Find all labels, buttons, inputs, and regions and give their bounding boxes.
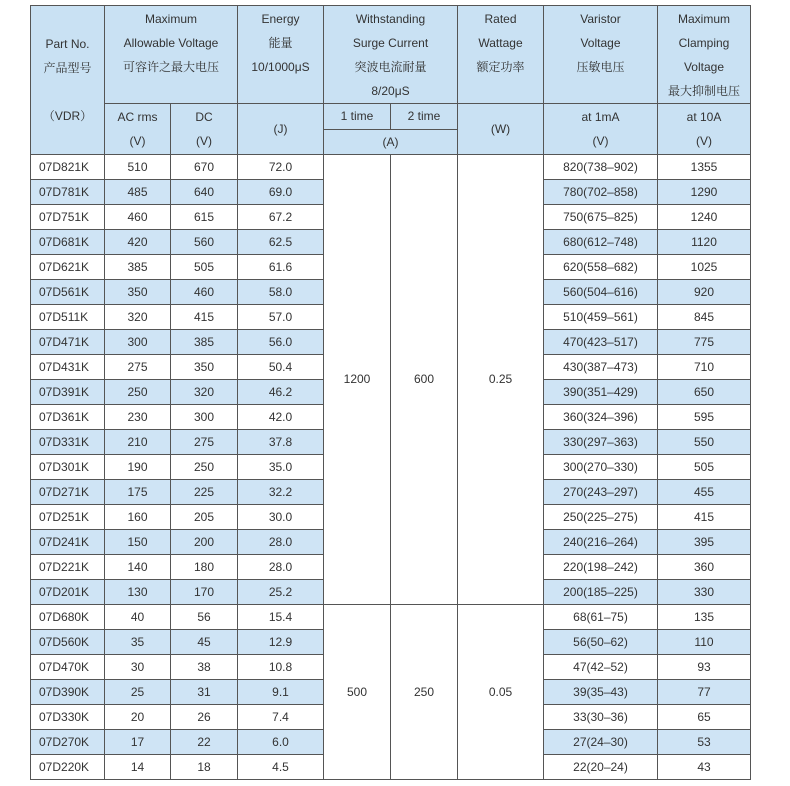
table-row <box>31 154 751 179</box>
dc-cell: 385 <box>171 329 238 354</box>
dc-cell: 56 <box>171 604 238 629</box>
energy-cell: 32.2 <box>238 479 324 504</box>
energy-cell: 9.1 <box>238 679 324 704</box>
ac-rms-cell: 17 <box>105 729 171 754</box>
ac-rms-cell: 485 <box>105 179 171 204</box>
varistor-voltage-header: Varistor Voltage 压敏电压 <box>544 6 658 104</box>
varistor-voltage-cell: 56(50–62) <box>544 629 658 654</box>
varistor-voltage-cell: 33(30–36) <box>544 704 658 729</box>
clamping-voltage-cell: 920 <box>658 279 751 304</box>
energy-cell: 12.9 <box>238 629 324 654</box>
ac-rms-cell: 190 <box>105 454 171 479</box>
part-number-cell: 07D220K <box>31 754 105 779</box>
varistor-voltage-cell: 22(20–24) <box>544 754 658 779</box>
clamping-voltage-cell: 505 <box>658 454 751 479</box>
dc-cell: 320 <box>171 379 238 404</box>
clamping-voltage-cell: 415 <box>658 504 751 529</box>
ac-rms-cell: 460 <box>105 204 171 229</box>
varistor-voltage-cell: 390(351–429) <box>544 379 658 404</box>
part-number-cell: 07D821K <box>31 154 105 179</box>
clamping-voltage-cell: 775 <box>658 329 751 354</box>
dc-cell: 45 <box>171 629 238 654</box>
clamping-voltage-cell: 455 <box>658 479 751 504</box>
energy-cell: 25.2 <box>238 579 324 604</box>
energy-cell: 30.0 <box>238 504 324 529</box>
dc-cell: 460 <box>171 279 238 304</box>
varistor-subheader: at 1mA (V) <box>544 104 658 155</box>
dc-cell: 250 <box>171 454 238 479</box>
table-header <box>31 6 751 155</box>
table-body <box>31 154 751 779</box>
energy-cell: 72.0 <box>238 154 324 179</box>
ac-rms-cell: 130 <box>105 579 171 604</box>
varistor-voltage-cell: 360(324–396) <box>544 404 658 429</box>
varistor-voltage-cell: 470(423–517) <box>544 329 658 354</box>
varistor-voltage-cell: 300(270–330) <box>544 454 658 479</box>
energy-cell: 46.2 <box>238 379 324 404</box>
clamping-voltage-cell: 360 <box>658 554 751 579</box>
varistor-voltage-cell: 430(387–473) <box>544 354 658 379</box>
two-time-header: 2 time <box>391 104 458 129</box>
part-number-cell: 07D391K <box>31 379 105 404</box>
varistor-voltage-cell: 68(61–75) <box>544 604 658 629</box>
part-number-cell: 07D561K <box>31 279 105 304</box>
ac-rms-cell: 35 <box>105 629 171 654</box>
clamping-voltage-cell: 650 <box>658 379 751 404</box>
ac-rms-cell: 385 <box>105 254 171 279</box>
energy-unit: (J) <box>238 104 324 155</box>
energy-cell: 6.0 <box>238 729 324 754</box>
energy-cell: 28.0 <box>238 529 324 554</box>
one-time-header: 1 time <box>324 104 391 129</box>
energy-cell: 62.5 <box>238 229 324 254</box>
surge-two-time-cell: 600 <box>391 154 458 604</box>
clamping-voltage-cell: 1290 <box>658 179 751 204</box>
ac-rms-cell: 250 <box>105 379 171 404</box>
varistor-voltage-cell: 330(297–363) <box>544 429 658 454</box>
part-number-cell: 07D781K <box>31 179 105 204</box>
dc-cell: 18 <box>171 754 238 779</box>
ac-rms-cell: 320 <box>105 304 171 329</box>
part-number-cell: 07D201K <box>31 579 105 604</box>
surge-one-time-cell: 500 <box>324 604 391 779</box>
part-number-cell: 07D301K <box>31 454 105 479</box>
dc-cell: 225 <box>171 479 238 504</box>
clamping-voltage-cell: 1240 <box>658 204 751 229</box>
table-row <box>31 604 751 629</box>
surge-unit: (A) <box>324 129 457 154</box>
energy-cell: 67.2 <box>238 204 324 229</box>
part-number-cell: 07D270K <box>31 729 105 754</box>
part-number-cell: 07D471K <box>31 329 105 354</box>
varistor-voltage-cell: 820(738–902) <box>544 154 658 179</box>
ac-rms-cell: 230 <box>105 404 171 429</box>
wattage-header: Rated Wattage 额定功率 <box>458 6 544 104</box>
dc-header: DC (V) <box>171 104 238 155</box>
part-number-cell: 07D560K <box>31 629 105 654</box>
part-number-cell: 07D431K <box>31 354 105 379</box>
part-number-cell: 07D241K <box>31 529 105 554</box>
dc-cell: 670 <box>171 154 238 179</box>
energy-cell: 42.0 <box>238 404 324 429</box>
energy-cell: 15.4 <box>238 604 324 629</box>
ac-rms-cell: 140 <box>105 554 171 579</box>
dc-cell: 560 <box>171 229 238 254</box>
varistor-voltage-cell: 270(243–297) <box>544 479 658 504</box>
clamping-voltage-header: Maximum Clamping Voltage 最大抑制电压 <box>658 6 751 104</box>
varistor-voltage-cell: 27(24–30) <box>544 729 658 754</box>
clamping-voltage-cell: 395 <box>658 529 751 554</box>
max-voltage-header: Maximum Allowable Voltage 可容许之最大电压 <box>105 6 238 104</box>
part-number-cell: 07D681K <box>31 229 105 254</box>
energy-cell: 10.8 <box>238 654 324 679</box>
dc-cell: 350 <box>171 354 238 379</box>
ac-rms-cell: 420 <box>105 229 171 254</box>
clamping-voltage-cell: 330 <box>658 579 751 604</box>
energy-cell: 56.0 <box>238 329 324 354</box>
ac-rms-cell: 30 <box>105 654 171 679</box>
varistor-voltage-cell: 510(459–561) <box>544 304 658 329</box>
part-number-cell: 07D511K <box>31 304 105 329</box>
part-number-cell: 07D221K <box>31 554 105 579</box>
clamping-voltage-cell: 595 <box>658 404 751 429</box>
dc-cell: 415 <box>171 304 238 329</box>
clamping-voltage-cell: 77 <box>658 679 751 704</box>
energy-cell: 37.8 <box>238 429 324 454</box>
part-number-cell: 07D271K <box>31 479 105 504</box>
wattage-unit: (W) <box>458 104 544 155</box>
part-number-cell: 07D331K <box>31 429 105 454</box>
part-number-cell: 07D680K <box>31 604 105 629</box>
surge-one-time-cell: 1200 <box>324 154 391 604</box>
part-number-cell: 07D361K <box>31 404 105 429</box>
clamping-voltage-cell: 845 <box>658 304 751 329</box>
part-number-cell: 07D470K <box>31 654 105 679</box>
ac-rms-cell: 160 <box>105 504 171 529</box>
energy-cell: 50.4 <box>238 354 324 379</box>
ac-rms-cell: 300 <box>105 329 171 354</box>
dc-cell: 180 <box>171 554 238 579</box>
ac-rms-header: AC rms (V) <box>105 104 171 155</box>
energy-cell: 28.0 <box>238 554 324 579</box>
ac-rms-cell: 175 <box>105 479 171 504</box>
varistor-voltage-cell: 780(702–858) <box>544 179 658 204</box>
clamping-voltage-cell: 110 <box>658 629 751 654</box>
ac-rms-cell: 40 <box>105 604 171 629</box>
part-number-cell: 07D330K <box>31 704 105 729</box>
varistor-voltage-cell: 47(42–52) <box>544 654 658 679</box>
dc-cell: 170 <box>171 579 238 604</box>
varistor-voltage-cell: 200(185–225) <box>544 579 658 604</box>
clamping-subheader: at 10A (V) <box>658 104 751 155</box>
varistor-voltage-cell: 620(558–682) <box>544 254 658 279</box>
surge-two-time-cell: 250 <box>391 604 458 779</box>
dc-cell: 205 <box>171 504 238 529</box>
varistor-voltage-cell: 220(198–242) <box>544 554 658 579</box>
energy-cell: 4.5 <box>238 754 324 779</box>
part-no-header: Part No. 产品型号 （VDR） <box>31 6 105 155</box>
energy-cell: 69.0 <box>238 179 324 204</box>
dc-cell: 38 <box>171 654 238 679</box>
ac-rms-cell: 275 <box>105 354 171 379</box>
energy-cell: 61.6 <box>238 254 324 279</box>
ac-rms-cell: 150 <box>105 529 171 554</box>
varistor-voltage-cell: 39(35–43) <box>544 679 658 704</box>
varistor-voltage-cell: 680(612–748) <box>544 229 658 254</box>
dc-cell: 275 <box>171 429 238 454</box>
varistor-voltage-cell: 560(504–616) <box>544 279 658 304</box>
clamping-voltage-cell: 1120 <box>658 229 751 254</box>
varistor-voltage-cell: 240(216–264) <box>544 529 658 554</box>
ac-rms-cell: 20 <box>105 704 171 729</box>
part-number-cell: 07D751K <box>31 204 105 229</box>
clamping-voltage-cell: 65 <box>658 704 751 729</box>
rated-wattage-cell: 0.25 <box>458 154 544 604</box>
energy-cell: 7.4 <box>238 704 324 729</box>
rated-wattage-cell: 0.05 <box>458 604 544 779</box>
surge-subheader <box>324 104 458 155</box>
energy-header: Energy 能量 10/1000μS <box>238 6 324 104</box>
dc-cell: 200 <box>171 529 238 554</box>
clamping-voltage-cell: 1025 <box>658 254 751 279</box>
surge-current-header: Withstanding Surge Current 突波电流耐量 8/20μS <box>324 6 458 104</box>
clamping-voltage-cell: 550 <box>658 429 751 454</box>
ac-rms-cell: 14 <box>105 754 171 779</box>
dc-cell: 640 <box>171 179 238 204</box>
surge-subtable <box>324 104 457 154</box>
energy-cell: 57.0 <box>238 304 324 329</box>
dc-cell: 615 <box>171 204 238 229</box>
energy-cell: 58.0 <box>238 279 324 304</box>
dc-cell: 22 <box>171 729 238 754</box>
ac-rms-cell: 510 <box>105 154 171 179</box>
clamping-voltage-cell: 53 <box>658 729 751 754</box>
ac-rms-cell: 350 <box>105 279 171 304</box>
clamping-voltage-cell: 135 <box>658 604 751 629</box>
varistor-spec-table <box>30 5 751 780</box>
dc-cell: 300 <box>171 404 238 429</box>
part-number-cell: 07D251K <box>31 504 105 529</box>
dc-cell: 26 <box>171 704 238 729</box>
clamping-voltage-cell: 93 <box>658 654 751 679</box>
clamping-voltage-cell: 1355 <box>658 154 751 179</box>
ac-rms-cell: 25 <box>105 679 171 704</box>
clamping-voltage-cell: 710 <box>658 354 751 379</box>
energy-cell: 35.0 <box>238 454 324 479</box>
clamping-voltage-cell: 43 <box>658 754 751 779</box>
dc-cell: 505 <box>171 254 238 279</box>
ac-rms-cell: 210 <box>105 429 171 454</box>
part-number-cell: 07D390K <box>31 679 105 704</box>
varistor-voltage-cell: 750(675–825) <box>544 204 658 229</box>
varistor-voltage-cell: 250(225–275) <box>544 504 658 529</box>
part-number-cell: 07D621K <box>31 254 105 279</box>
dc-cell: 31 <box>171 679 238 704</box>
